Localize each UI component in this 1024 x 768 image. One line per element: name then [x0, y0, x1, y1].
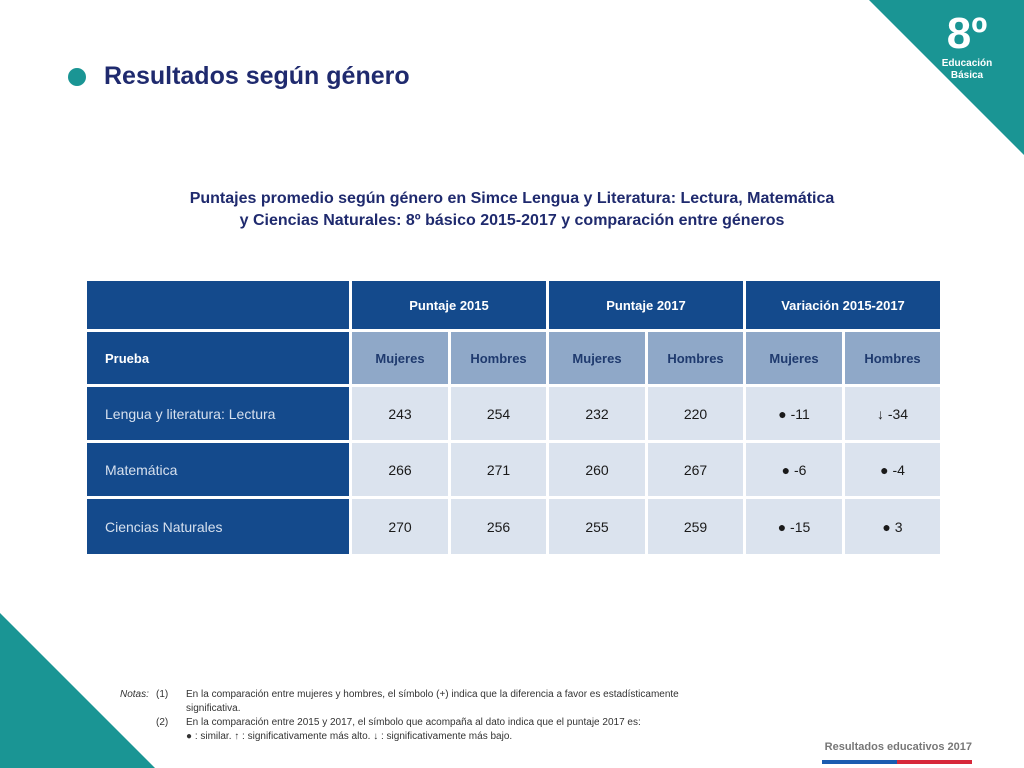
note-text: significativa.: [186, 703, 241, 714]
table-cell: 243: [352, 387, 448, 440]
table-cell: 271: [451, 443, 546, 496]
notes-label: Notas:: [120, 689, 149, 700]
note-number: (2): [156, 717, 169, 728]
header-prueba: Prueba: [87, 332, 349, 384]
note-text: En la comparación entre 2015 y 2017, el símbolo que acompaña al dato indica que el puntaje 2017 es:: [186, 717, 641, 728]
footer-bar: [822, 760, 972, 764]
table-cell: ● -6: [746, 443, 842, 496]
subheader-cell: Mujeres: [549, 332, 645, 384]
caption-line1: Puntajes promedio según género en Simce Lengua y Literatura: Lectura, Matemática: [189, 190, 835, 207]
legend-text: ● : similar. ↑ : significativamente más alto. ↓ : significativamente más bajo.: [186, 731, 513, 742]
page-title: Resultados según género: [104, 62, 410, 90]
badge-line1: Educación: [941, 58, 993, 69]
table-cell: 267: [648, 443, 743, 496]
notes: [120, 688, 816, 744]
subheader-cell: Hombres: [451, 332, 546, 384]
header-variacion: Variación 2015-2017: [746, 281, 940, 329]
table-corner: [87, 281, 349, 329]
table-cell: 256: [451, 499, 546, 554]
table-cell: 255: [549, 499, 645, 554]
note-number: (1): [156, 689, 169, 700]
table-cell: 220: [648, 387, 743, 440]
footer-title: Resultados educativos 2017: [824, 741, 972, 753]
subheader-cell: Mujeres: [746, 332, 842, 384]
table-cell: ● -11: [746, 387, 842, 440]
badge-line2: Básica: [950, 70, 984, 81]
table-cell: ● -4: [845, 443, 940, 496]
table-cell: 259: [648, 499, 743, 554]
subheader-cell: Mujeres: [352, 332, 448, 384]
badge-grade: 8º: [946, 9, 988, 58]
results-table: [87, 281, 940, 554]
table-caption: [150, 188, 874, 232]
grade-badge: [922, 10, 1012, 82]
table-cell: 254: [451, 387, 546, 440]
subheader-cell: Hombres: [648, 332, 743, 384]
row-label: Ciencias Naturales: [87, 499, 349, 554]
subheader-cell: Hombres: [845, 332, 940, 384]
table-cell: ● -15: [746, 499, 842, 554]
table-cell: ↓ -34: [845, 387, 940, 440]
table-cell: 266: [352, 443, 448, 496]
row-label: Lengua y literatura: Lectura: [87, 387, 349, 440]
header-puntaje-2015: Puntaje 2015: [352, 281, 546, 329]
table-cell: ● 3: [845, 499, 940, 554]
row-label: Matemática: [87, 443, 349, 496]
table-cell: 232: [549, 387, 645, 440]
caption-line2: y Ciencias Naturales: 8º básico 2015-2017 y comparación entre géneros: [239, 212, 785, 229]
bullet-icon: [68, 68, 86, 86]
table-cell: 260: [549, 443, 645, 496]
header-puntaje-2017: Puntaje 2017: [549, 281, 743, 329]
note-text: En la comparación entre mujeres y hombres, el símbolo (+) indica que la diferencia a favor es estadísticamente: [186, 689, 679, 700]
table-cell: 270: [352, 499, 448, 554]
